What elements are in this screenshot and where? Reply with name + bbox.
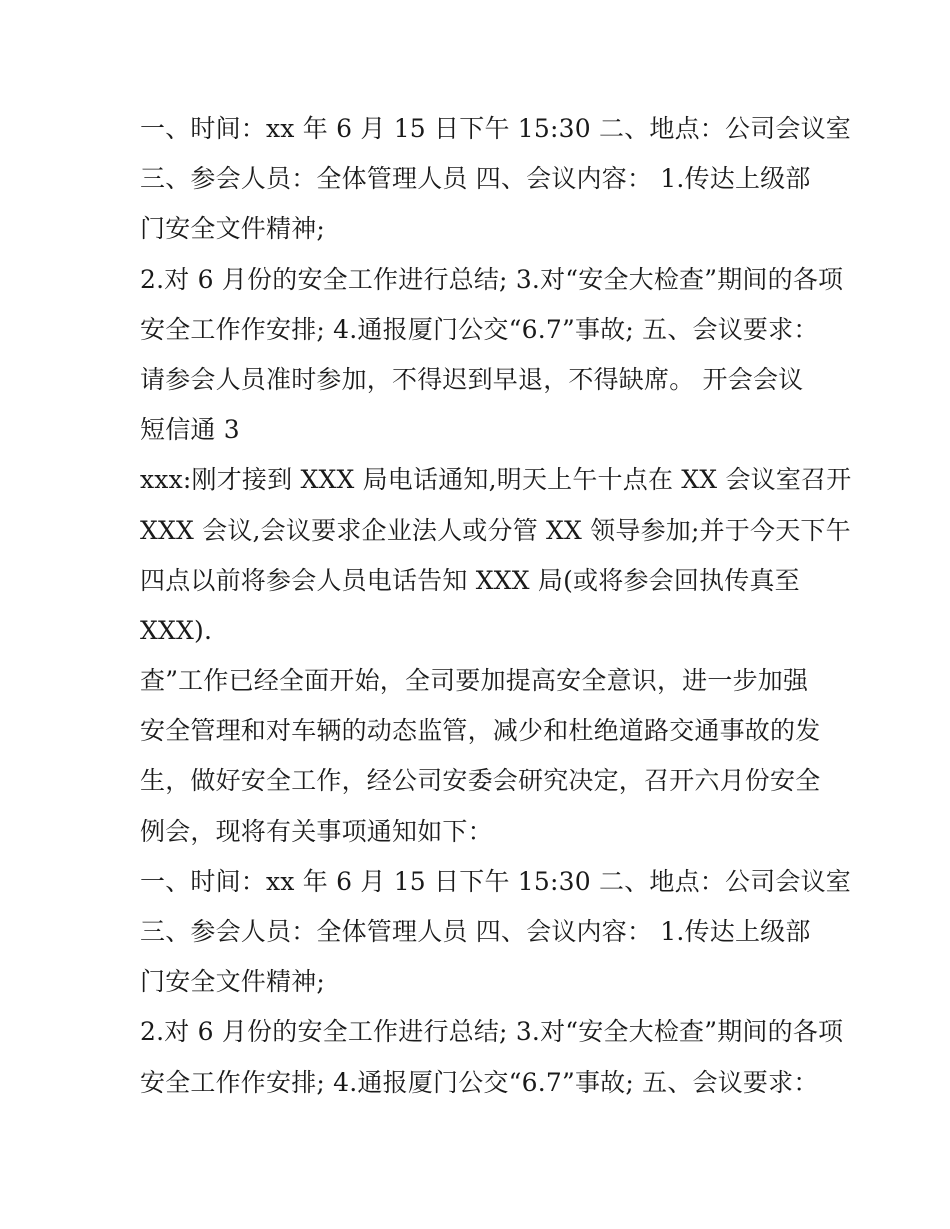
text-line: 门安全文件精神; xyxy=(140,214,326,244)
text-line: 短信通 3 xyxy=(140,415,240,445)
text-line: 三、参会人员：全体管理人员 四、会议内容： 1.传达上级部 xyxy=(140,917,811,946)
text-line: 一、时间：xx 年 6 月 15 日下午 15:30 二、地点：公司会议室 xyxy=(140,866,851,896)
text-line: 安全工作作安排; 4.通报厦门公交“6.7”事故; 五、会议要求： xyxy=(140,1067,819,1097)
document-body xyxy=(140,104,852,1108)
text-line: 生，做好安全工作，经公司安委会研究决定，召开六月份安全 xyxy=(140,766,821,796)
text-line: 例会，现将有关事项通知如下： xyxy=(140,816,493,846)
text-line: 请参会人员准时参加，不得迟到早退，不得缺席。 开会会议 xyxy=(140,364,804,394)
text-line: XXX 会议,会议要求企业法人或分管 XX 领导参加;并于今天下午 xyxy=(140,515,851,545)
text-line: XXX). xyxy=(140,615,213,645)
text-line: 一、时间：xx 年 6 月 15 日下午 15:30 二、地点：公司会议室 xyxy=(140,114,851,143)
text-line: 安全管理和对车辆的动态监管，减少和杜绝道路交通事故的发 xyxy=(140,716,821,746)
text-line: 2.对 6 月份的安全工作进行总结; 3.对“安全大检查”期间的各项 xyxy=(140,1017,844,1047)
text-line: 门安全文件精神; xyxy=(140,967,326,997)
text-line: xxx:刚才接到 XXX 局电话通知,明天上午十点在 XX 会议室召开 xyxy=(140,465,852,495)
text-line: 三、参会人员：全体管理人员 四、会议内容： 1.传达上级部 xyxy=(140,164,811,194)
text-line: 查”工作已经全面开始，全司要加提高安全意识，进一步加强 xyxy=(140,666,809,696)
text-line: 四点以前将参会人员电话告知 XXX 局(或将参会回执传真至 xyxy=(140,565,800,595)
text-line: 安全工作作安排; 4.通报厦门公交“6.7”事故; 五、会议要求： xyxy=(140,314,819,344)
text-line: 2.对 6 月份的安全工作进行总结; 3.对“安全大检查”期间的各项 xyxy=(140,264,844,294)
